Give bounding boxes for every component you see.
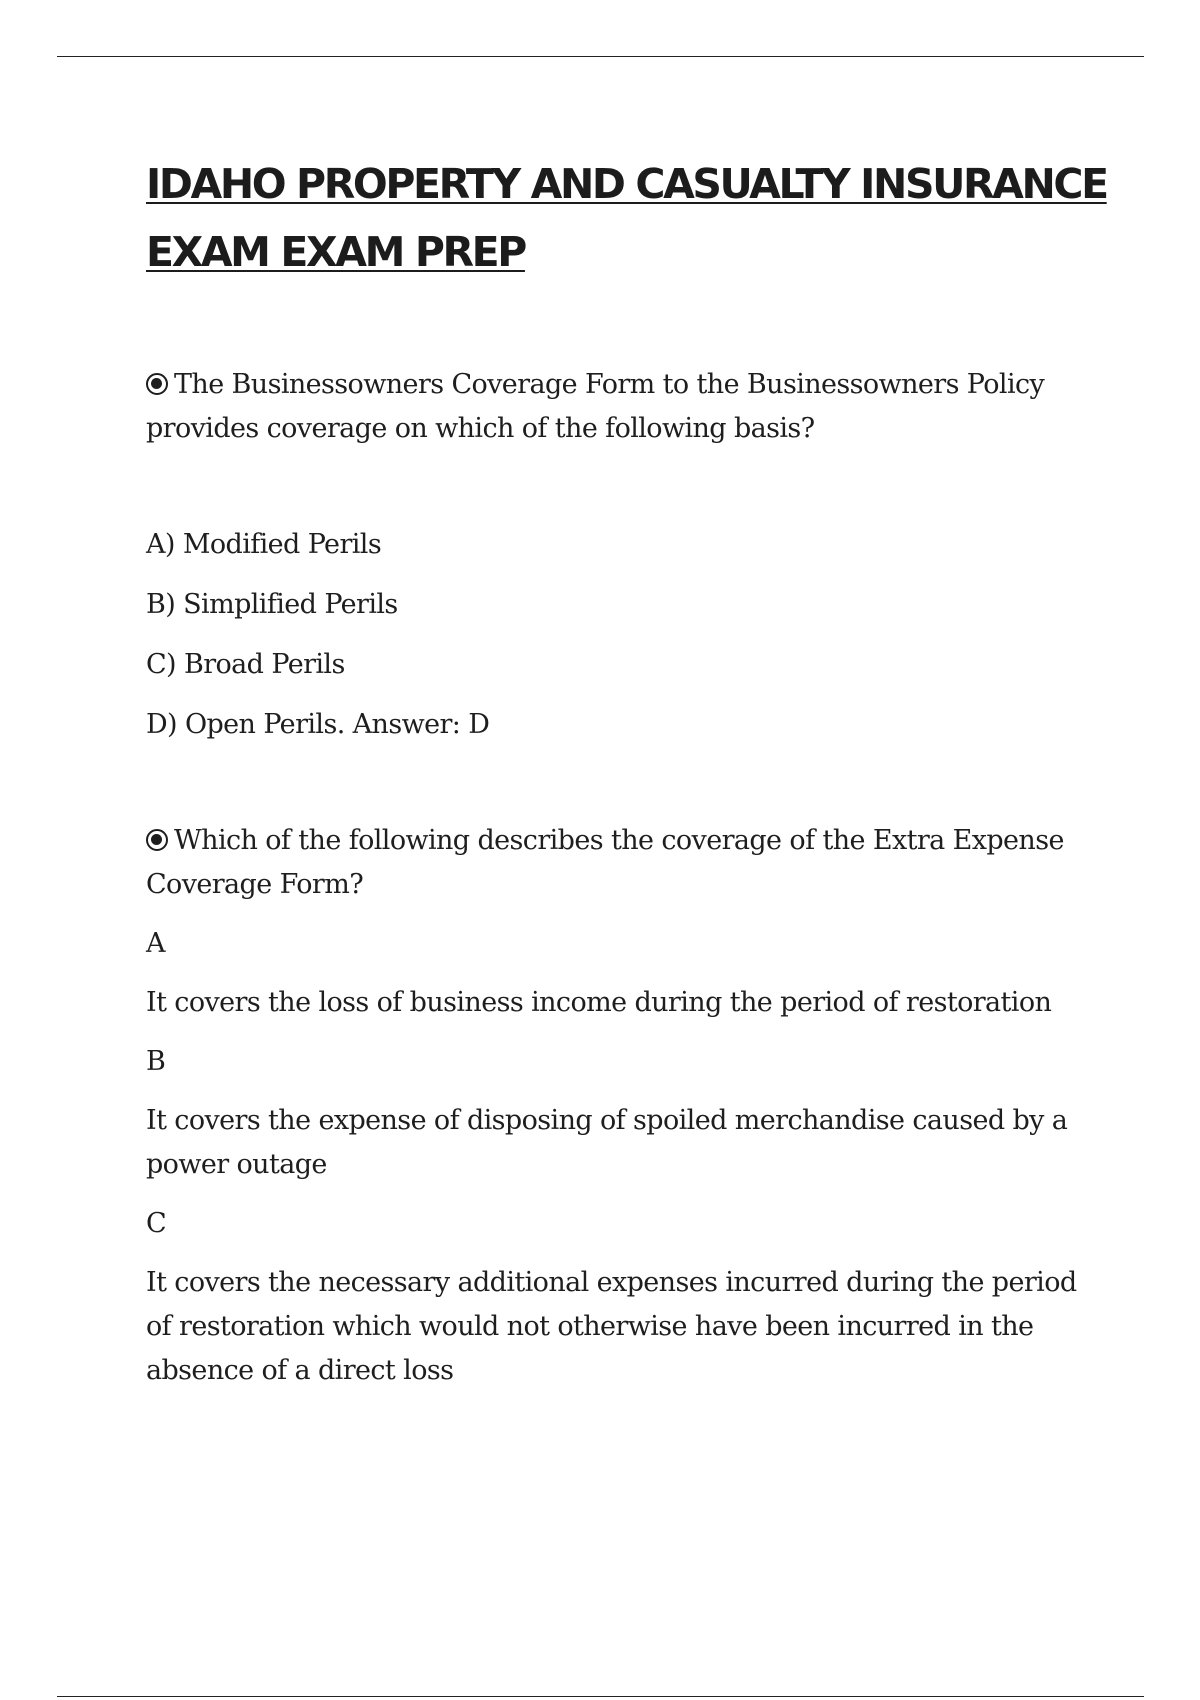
option-a: A) Modified Perils <box>146 529 382 560</box>
option-d-with-answer: D) Open Perils. Answer: D <box>146 709 490 740</box>
option-b: B) Simplified Perils <box>146 589 398 620</box>
radio-bullet-icon <box>146 829 168 851</box>
option-text-a: It covers the loss of business income during the period of restoration <box>146 987 1052 1018</box>
radio-bullet-icon <box>146 373 168 395</box>
document-body <box>146 150 1107 1393</box>
top-rule <box>57 56 1144 57</box>
question-1-options <box>146 523 1096 747</box>
page-title <box>146 150 1107 286</box>
page-title-line-1: IDAHO PROPERTY AND CASUALTY INSURANCE <box>146 160 1107 208</box>
question-2-text: Which of the following describes the coverage of the Extra Expense Coverage Form? <box>146 825 1064 900</box>
option-letter-a: A <box>146 928 165 959</box>
option-letter-c: C <box>146 1208 167 1239</box>
question-1-text: The Businessowners Coverage Form to the Businessowners Policy provides coverage on which of the following basis? <box>146 369 1045 444</box>
option-letter-b: B <box>146 1046 166 1077</box>
question-1 <box>146 363 1096 451</box>
option-c: C) Broad Perils <box>146 649 345 680</box>
question-2 <box>146 819 1096 907</box>
page-title-line-2: EXAM EXAM PREP <box>146 228 525 276</box>
option-text-c: It covers the necessary additional expenses incurred during the period of restoration which would not otherwise have been incurred in the absence of a direct loss <box>146 1267 1077 1386</box>
bottom-rule <box>57 1696 1144 1697</box>
option-text-b: It covers the expense of disposing of spoiled merchandise caused by a power outage <box>146 1105 1068 1180</box>
